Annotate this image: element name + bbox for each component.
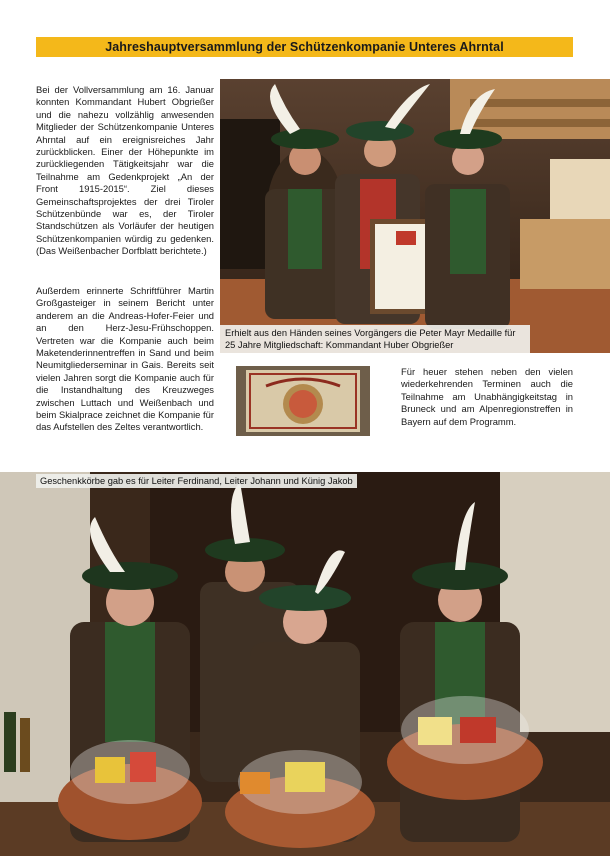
article-paragraph-1 [36, 84, 214, 270]
paragraph-text: Bei der Vollversammlung am 16. Januar konnten Kommandant Hubert Obgrießer und die nahezu vollzählig anwesenden Mitglieder der Schützenkompanie Unteres Ahrntal auf ein ereignisreiches Jahr zurückblicken. Einer der Höhepunkte im zurückliegenden Tätigkeitsjahr war die Teilnahme am Gedenkprojekt „An der Front 1915-2015“. Ziel dieses Gemeinschaftsprojektes der drei Tiroler Schützenbünde war es, der Tiroler Standschützen als Vorläufer der heutigen Schützenkompanien würdig zu gedenken. (Das Weißenbacher Dorfblatt berichtete.) [36, 84, 214, 257]
page-title: Jahreshauptversammlung der Schützenkompanie Unteres Ahrntal [36, 37, 573, 57]
photo-gift-baskets [0, 472, 610, 856]
article-paragraph-3: Für heuer stehen neben den vielen wiederkehrenden Terminen auch die Teilnahme am Unabhängigkeitstag in Bruneck und am Alpenregionstreffen in Bayern auf dem Programm. [401, 366, 573, 427]
photo-company-banner [236, 366, 370, 436]
paragraph-text: Außerdem erinnerte Schriftführer Martin Großgasteiger in seinem Bericht unter anderem an die Andreas-Hofer-Feier und an den Herz-Jesu-Frühschoppen. Vertreten war die Kompanie auch beim Maketenderinnentreffen in Sand und beim Neumitgliederseminar in Gais. Bereits seit vielen Jahren sorgt die Kompanie auch für die Instandhaltung des Kreuzweges zwischen Luttach und Weißenbach und beim Skialprace zeichnet die Kompanie für das Aufstellen des Zeltes verantwortlich. [36, 285, 214, 433]
photo-caption-bottom: Geschenkkörbe gab es für Leiter Ferdinand, Leiter Johann und Künig Jakob [36, 474, 357, 488]
article-paragraph-2 [36, 285, 214, 446]
company-banner-image [236, 366, 370, 436]
photo-award-ceremony-image [220, 79, 610, 353]
photo-caption-top: Erhielt aus den Händen seines Vorgängers die Peter Mayr Medaille für 25 Jahre Mitgliedschaft: Kommandant Huber Obgrießer [220, 325, 530, 353]
photo-award-ceremony [220, 79, 610, 353]
photo-gift-baskets-image [0, 472, 610, 856]
